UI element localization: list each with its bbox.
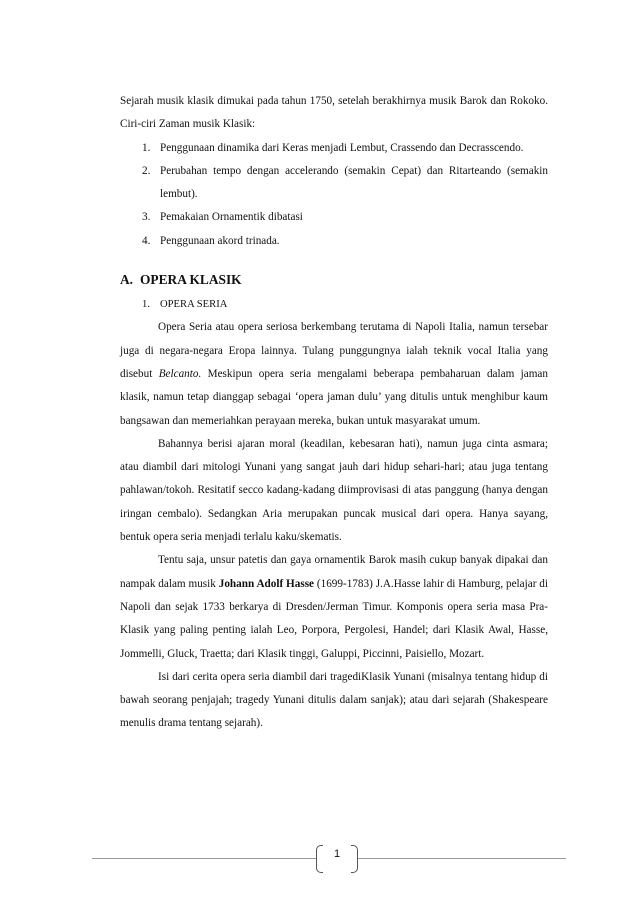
bold-name: Johann Adolf Hasse (218, 577, 315, 590)
footer-rule-left (92, 858, 316, 859)
list-item (120, 230, 548, 253)
left-bracket-icon (316, 845, 323, 873)
italic-term: Belcanto. (158, 367, 202, 380)
page-content (120, 90, 548, 736)
characteristics-list (120, 137, 548, 253)
list-number: 2. (142, 164, 151, 177)
paragraph-content-themes: Bahannya berisi ajaran moral (keadilan, kebesaran hati), namun juga cinta asmara; atau diambil dari mitologi Yunani yang sangat jauh dari hidup sehari-hari; atau juga tentang pahlawan/tokoh. Resitatif secco kadang-kadang diimprovisasi di atas panggung (hanya dengan iringan cembalo). Sedangkan Aria merupakan puncak musical dari opera. Hanya sayang, bentuk opera seria menjadi terlalu kaku/skematis. (120, 437, 548, 544)
footer-rule-right (358, 858, 566, 859)
list-number: 3. (142, 211, 151, 224)
list-item (120, 137, 548, 160)
paragraph-text: (1699-1783) J.A.Hasse lahir di Hamburg, pelajar di Napoli dan sejak 1733 berkarya di Dresden/Jerman Timur. Komponis opera seria masa Pra-Klasik yang paling penting ialah Leo, Porpora, Pergolesi, Handel; dari Klasik Awal, Hasse, Jommelli, Gluck, Traetta; dari Klasik tinggi, Galuppi, Piccinni, Paisiello, Mozart. (120, 577, 548, 660)
paragraph-composers (120, 549, 548, 665)
list-text: Pemakaian Ornamentik dibatasi (160, 211, 303, 224)
subsection-number: 1. (142, 299, 150, 311)
list-item (120, 160, 548, 207)
right-bracket-icon (351, 845, 358, 873)
list-number: 4. (142, 234, 151, 247)
section-number: A. (120, 272, 134, 288)
section-heading (120, 267, 548, 293)
section-title: OPERA KLASIK (140, 272, 242, 288)
list-number: 1. (142, 141, 151, 154)
page-number: 1 (333, 848, 341, 860)
list-item (120, 206, 548, 229)
subsection-heading (120, 293, 548, 316)
list-text: Perubahan tempo dengan accelerando (semakin Cepat) dan Ritarteando (semakin lembut). (160, 164, 548, 201)
list-text: Penggunaan akord trinada. (160, 234, 280, 247)
paragraph-text: Tentu saja, unsur patetis dan gaya ornamentik Barok masih cukup banyak dipakai dan nampak dalam musik (120, 554, 548, 590)
paragraph-story-source: Isi dari cerita opera seria diambil dari tragediKlasik Yunani (misalnya tentang hidup di bawah seorang penjajah; tragedy Yunani ditulis dalam sanjak); atau dari sejarah (Shakespeare menulis drama tentang sejarah). (120, 670, 548, 730)
paragraph-text: Meskipun opera seria mengalami beberapa pembaharuan dalam jaman klasik, namun tetap dianggap sebagai ‘opera jaman dulu’ yang ditulis untuk menghibur kaum bangsawan dan memeriahkan perayaan mereka, bukan untuk masyarakat umum. (120, 367, 548, 427)
subsection-title: OPERA SERIA (160, 299, 228, 311)
paragraph-text: Opera Seria atau opera seriosa berkembang terutama di Napoli Italia, namun tersebar juga di negara-negara Eropa lainnya. Tulang punggungnya ialah teknik vocal Italia yang disebut (120, 321, 548, 380)
intro-paragraph: Sejarah musik klasik dimukai pada tahun 1750, setelah berakhirnya musik Barok dan Rokoko. Ciri-ciri Zaman musik Klasik: (120, 95, 548, 131)
paragraph-opera-seria (120, 316, 548, 432)
list-text: Penggunaan dinamika dari Keras menjadi Lembut, Crassendo dan Decrasscendo. (160, 141, 524, 154)
